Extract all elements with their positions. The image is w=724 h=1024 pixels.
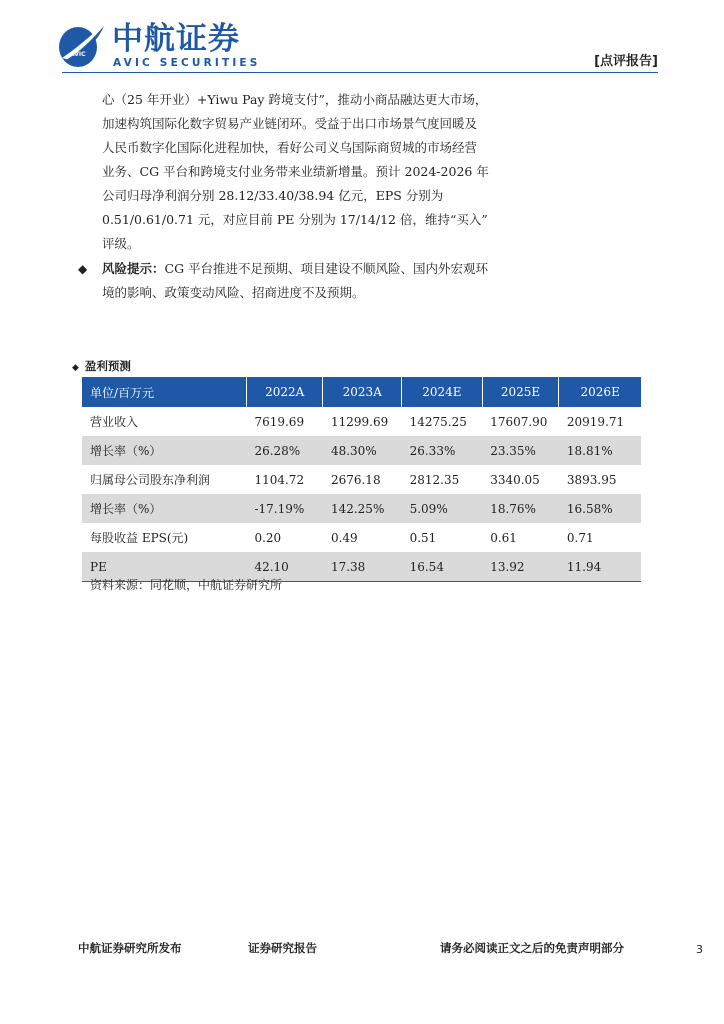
table-cell: 0.61 (490, 530, 517, 545)
paragraph-line: 加速构筑国际化数字贸易产业链闭环。受益于出口市场景气度回暖及 (102, 116, 478, 131)
brand-name-cn: 中航证券 (112, 21, 240, 57)
forecast-section-title (72, 358, 131, 374)
column-header: 2024E (402, 377, 483, 407)
footer-doc-type: 证券研究报告 (248, 941, 317, 955)
page-footer (0, 935, 724, 965)
row-label: 增长率（%） (82, 436, 246, 465)
table-cell: 42.10 (246, 552, 323, 582)
svg-text:AVIC: AVIC (70, 51, 86, 58)
risk-text (78, 257, 498, 305)
report-type-label: [点评报告] (594, 54, 658, 69)
table-cell: 1104.72 (254, 472, 305, 487)
table-cell: 0.20 (254, 530, 282, 545)
table-cell: 20919.71 (566, 414, 625, 429)
table-cell: 18.81% (559, 436, 641, 465)
page-header (0, 0, 724, 80)
risk-label: 风险提示： (102, 261, 165, 276)
footer-publisher: 中航证券研究所发布 (78, 941, 182, 955)
column-header: 2025E (482, 377, 559, 407)
table-cell: 0.51 (409, 530, 437, 545)
paragraph-line: 公司归母净利润分别 28.12/33.40/38.94 亿元，EPS 分别为 (102, 188, 444, 203)
table-cell: 7619.69 (254, 414, 305, 429)
brand-name-en: AVIC SECURITIES (113, 57, 261, 69)
paragraph-line: 业务、CG 平台和跨境支付业务带来业绩新增量。预计 2024-2026 年 (102, 164, 489, 179)
body-paragraph (102, 88, 492, 256)
table-header-row (82, 377, 641, 407)
table-cell: 48.30% (323, 436, 402, 465)
table-row (82, 494, 641, 523)
table-cell: 26.33% (402, 436, 483, 465)
paragraph-line: 人民币数字化国际化进程加快，看好公司义乌国际商贸城的市场经营 (102, 140, 478, 155)
table-cell: 0.71 (566, 530, 594, 545)
table-cell: 11299.69 (330, 414, 389, 429)
row-label: 增长率（%） (82, 494, 246, 523)
table-cell: -17.19% (246, 494, 323, 523)
table-cell: 26.28% (246, 436, 323, 465)
table-cell: 3893.95 (566, 472, 617, 487)
row-label: 归属母公司股东净利润 (90, 473, 211, 487)
table-cell: 16.54 (402, 552, 483, 582)
column-header: 2022A (246, 377, 323, 407)
risk-line-1: CG 平台推进不足预期、项目建设不顺风险、国内外宏观环 (164, 261, 489, 276)
table-cell: 16.58% (559, 494, 641, 523)
table-cell: 23.35% (482, 436, 559, 465)
footer-disclaimer: 请务必阅读正文之后的免责声明部分 (440, 941, 624, 955)
row-label: PE (82, 552, 246, 582)
earnings-forecast-table (82, 377, 641, 582)
paragraph-line: 0.51/0.61/0.71 元，对应目前 PE 分别为 17/14/12 倍，维持“买入” (102, 212, 488, 227)
page-number: 3 (696, 943, 703, 956)
table-cell: 0.49 (330, 530, 358, 545)
table-row (82, 407, 641, 436)
table-cell: 17607.90 (490, 414, 548, 429)
forecast-title-text: 盈利预测 (84, 359, 131, 373)
table-row (82, 436, 641, 465)
avic-logo-icon (56, 20, 106, 70)
column-header: 2026E (559, 377, 641, 407)
column-header: 单位/百万元 (82, 377, 246, 407)
paragraph-line: 心（25 年开业）+Yiwu Pay 跨境支付”，推动小商品融达更大市场， (102, 92, 488, 107)
row-label: 每股收益 EPS(元) (90, 531, 189, 545)
diamond-bullet-icon: ◆ (78, 262, 88, 276)
table-cell: 11.94 (559, 552, 641, 582)
table-cell: 2812.35 (409, 472, 460, 487)
table-row (82, 523, 641, 552)
paragraph-line: 评级。 (102, 236, 140, 251)
table-cell: 3340.05 (490, 472, 540, 487)
table-row (82, 465, 641, 494)
table-cell: 18.76% (482, 494, 559, 523)
table-cell: 2676.18 (330, 472, 381, 487)
table-cell: 17.38 (323, 552, 402, 582)
header-divider (62, 72, 658, 73)
data-source-note: 资料来源：同花顺，中航证券研究所 (90, 578, 283, 592)
table-cell: 5.09% (402, 494, 483, 523)
risk-warning (78, 257, 498, 305)
table-cell: 13.92 (482, 552, 559, 582)
row-label: 营业收入 (90, 415, 139, 429)
table-cell: 14275.25 (409, 414, 467, 429)
diamond-bullet-icon: ◆ (72, 363, 79, 373)
table-cell: 142.25% (323, 494, 402, 523)
risk-line-2: 境的影响、政策变动风险、招商进度不及预期。 (102, 285, 365, 300)
column-header: 2023A (323, 377, 402, 407)
